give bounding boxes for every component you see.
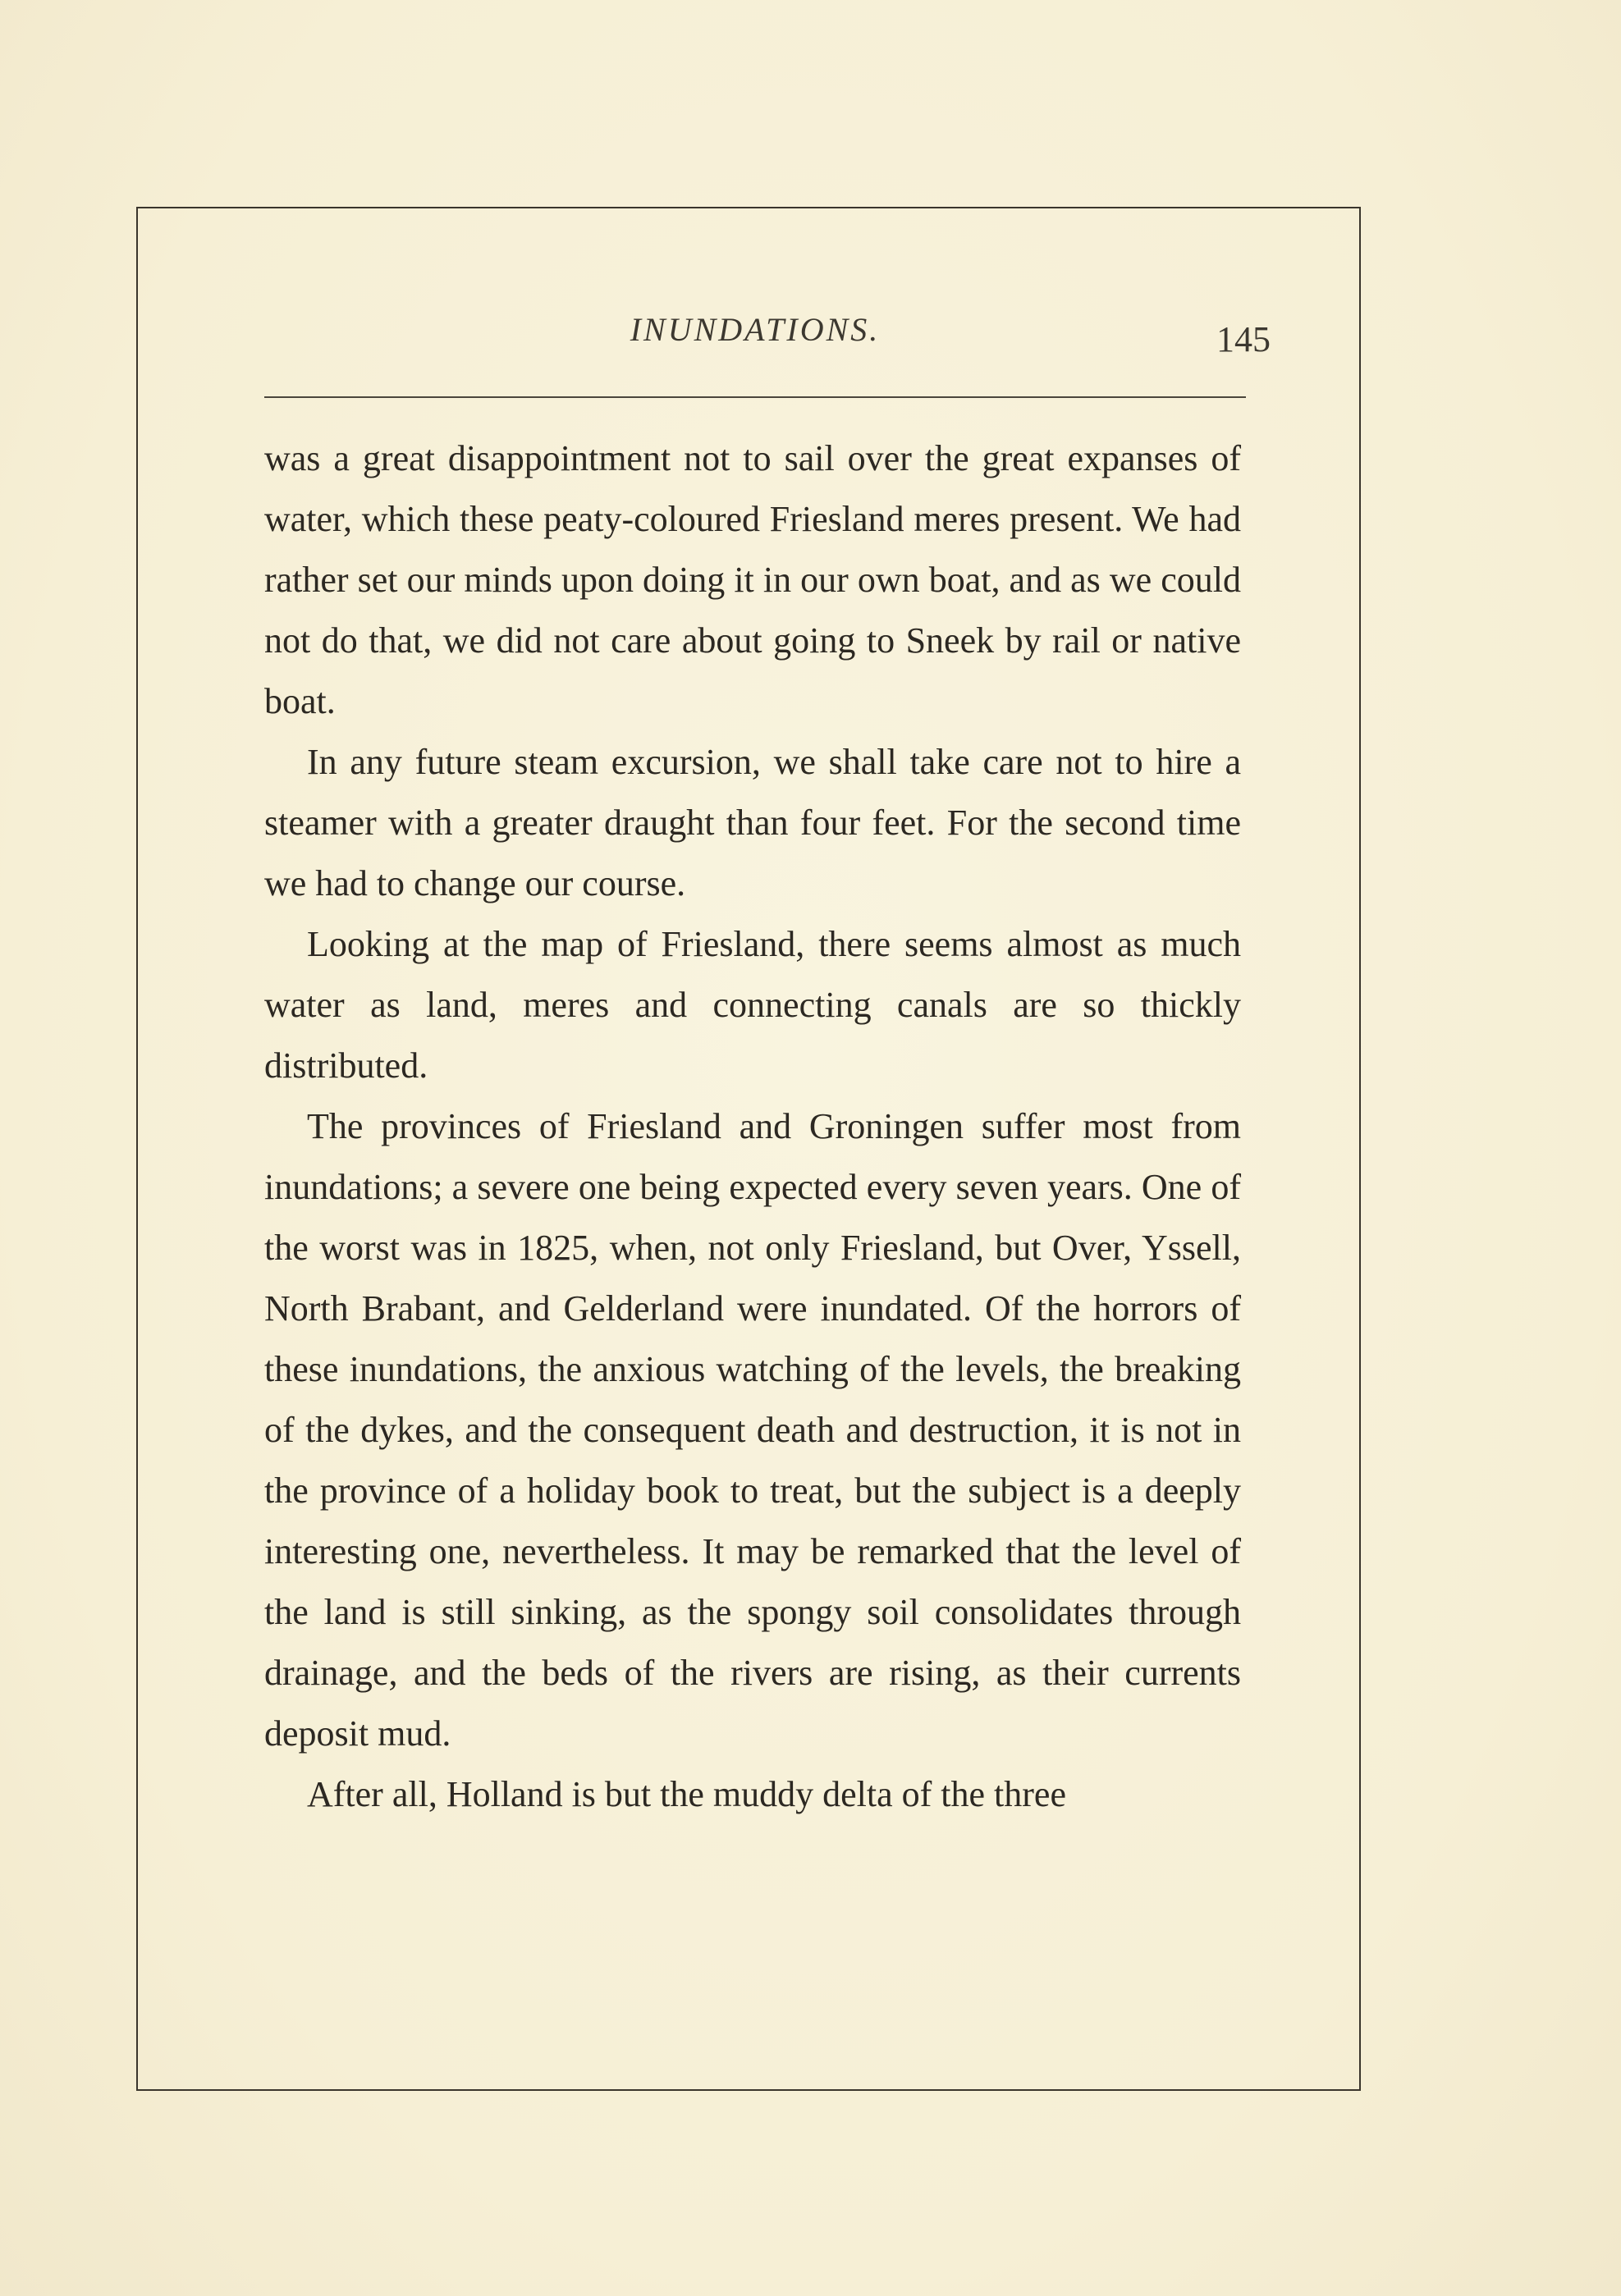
paragraph: In any future steam excursion, we shall take care not to hire a steamer with a greater draught than four feet. For the second time we had to change our course. — [264, 742, 1241, 903]
paragraph: After all, Holland is but the muddy delta of the three — [307, 1774, 1066, 1814]
running-head-title: INUNDATIONS. — [630, 311, 881, 348]
paragraph: The provinces of Friesland and Groningen suffer most from inundations; a severe one being expected every seven years. One of the worst was in 1825, when, not only Friesland, but Over, Yssell, North Brabant, and Gelderland were inundated. Of the horrors of these inundations, the anxious watching of the levels, the breaking of the dykes, and the consequent death and destruction, it is not in the province of a holiday book to treat, but the subject is a deeply interesting one, nevertheless. It may be remarked that the level of the land is still sinking, as the spongy soil consolidates through drainage, and the beds of the rivers are rising, as their currents deposit mud. — [264, 1106, 1241, 1754]
paragraph: Looking at the map of Friesland, there seems almost as much water as land, meres and connecting canals are so thickly distributed. — [264, 924, 1241, 1086]
page-number: 145 — [1216, 319, 1271, 359]
running-head — [263, 310, 1271, 368]
paragraph: was a great disappointment not to sail over the great expanses of water, which these peaty-coloured Friesland meres present. We had rather set our minds upon doing it in our own boat, and as we could not do that, we did not care about going to Sneek by rail or native boat. — [264, 438, 1241, 721]
header-rule — [264, 396, 1246, 398]
body-text — [264, 428, 1241, 1825]
